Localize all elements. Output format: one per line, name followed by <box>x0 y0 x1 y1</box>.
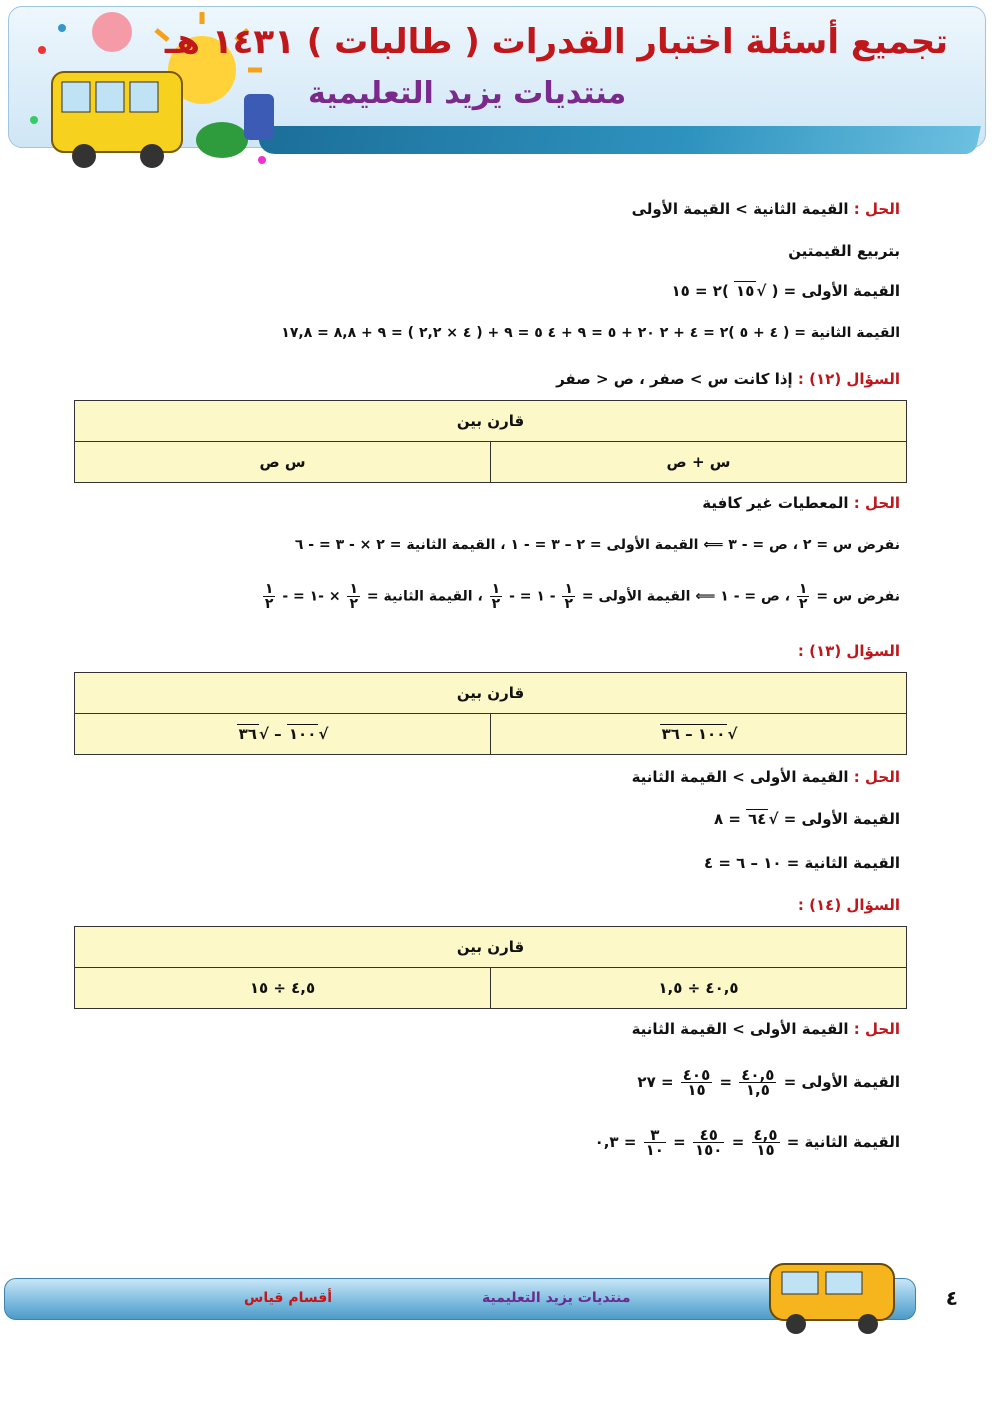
fraction <box>681 1068 712 1097</box>
fraction-half <box>797 582 810 611</box>
sqrt-radicand: ١٠٠ <box>288 725 317 743</box>
q11-solution-line <box>632 198 900 220</box>
sqrt-radicand: ١٥ <box>736 282 755 300</box>
numerator: ١ <box>264 581 274 597</box>
equals-sign: = <box>673 1133 686 1151</box>
sqrt-symbol: √ <box>318 725 329 743</box>
denominator: ١,٥ <box>745 1081 770 1099</box>
case-two-part: ، القيمة الثانية = <box>366 588 483 605</box>
table-header: قارن بين <box>75 401 907 442</box>
sqrt-symbol: √ <box>756 282 767 300</box>
q13-value-one <box>714 808 900 830</box>
fraction-half <box>347 582 360 611</box>
q13-compare-table <box>74 672 907 755</box>
second-quantity-cell: ٤,٥ ÷ ١٥ <box>75 968 491 1009</box>
sqrt-radicand: ١٠٠ – ٣٦ <box>661 725 726 743</box>
first-quantity-cell: س + ص <box>491 442 907 483</box>
denominator: ١٥ <box>687 1081 706 1099</box>
table-header: قارن بين <box>75 927 907 968</box>
question-label: السؤال (١٤) : <box>797 896 900 914</box>
header-subtitle: منتديات يزيد التعليمية <box>308 76 627 111</box>
fraction-half <box>562 582 575 611</box>
solution-label: الحل : <box>853 494 900 512</box>
value-two-prefix: القيمة الثانية = <box>786 1133 900 1151</box>
q12-case-two <box>261 582 900 611</box>
sqrt-symbol: √ <box>768 810 779 828</box>
header-stripe <box>255 126 981 154</box>
question-label: السؤال (١٢) : <box>797 370 900 388</box>
sqrt-symbol: √ <box>727 725 738 743</box>
numerator: ١ <box>564 581 574 597</box>
q12-question <box>556 368 900 390</box>
value-one-prefix: القيمة الأولى = ( <box>771 282 900 300</box>
value-one-suffix: = ٢٧ <box>637 1073 674 1091</box>
value-one-suffix: )٢ = ١٥ <box>671 282 729 300</box>
q12-compare-table <box>74 400 907 483</box>
denominator: ٢ <box>798 596 808 612</box>
equals-sign: = <box>731 1133 745 1151</box>
q13-solution-line <box>632 766 900 788</box>
numerator: ١ <box>349 581 359 597</box>
solution-label: الحل : <box>853 1020 900 1038</box>
numerator: ٤٥ <box>693 1128 724 1143</box>
numerator: ٤,٥ <box>753 1126 778 1144</box>
value-one-suffix: = ٨ <box>713 810 741 828</box>
footer-forum: منتديات يزيد التعليمية <box>482 1290 631 1306</box>
sqrt-symbol: √ <box>258 725 269 743</box>
denominator: ٢ <box>491 596 501 612</box>
table-header: قارن بين <box>75 673 907 714</box>
case-two-part: × -١ = - <box>282 588 341 605</box>
page-number: ٤ <box>945 1286 958 1310</box>
question-label: السؤال (١٣) : <box>797 642 900 660</box>
equals-sign: = <box>719 1073 733 1091</box>
denominator: ٢ <box>564 596 574 612</box>
solution-answer: القيمة الأولى > القيمة الثانية <box>631 1020 849 1038</box>
q14-value-one <box>637 1068 900 1097</box>
numerator: ٣ <box>644 1128 666 1143</box>
fraction-half <box>490 582 503 611</box>
value-one-prefix: القيمة الأولى = <box>783 1073 900 1091</box>
solution-answer: المعطيات غير كافية <box>702 494 849 512</box>
sqrt-radicand: ٦٤ <box>748 810 767 828</box>
page-header <box>8 6 984 174</box>
q14-solution-line <box>632 1018 900 1040</box>
q13-question <box>798 640 900 662</box>
footer-section: أقسام قياس <box>244 1290 333 1306</box>
case-two-part: ، ص = - ١ ⟸ القيمة الأولى = <box>581 588 791 605</box>
denominator: ١٥٠ <box>694 1141 723 1159</box>
bus-icon <box>756 1246 916 1336</box>
numerator: ٤٠,٥ <box>741 1066 775 1084</box>
minus-sign: – <box>274 725 282 743</box>
numerator: ١ <box>491 581 501 597</box>
first-quantity-cell: ٤٠,٥ ÷ ١,٥ <box>491 968 907 1009</box>
header-title: تجميع أسئلة اختبار القدرات ( طالبات ) ١٤٣١ هـ <box>164 22 948 62</box>
numerator: ١ <box>798 581 808 597</box>
fraction <box>739 1068 776 1097</box>
denominator: ٢ <box>264 596 274 612</box>
solution-label: الحل : <box>853 200 900 218</box>
solution-label: الحل : <box>853 768 900 786</box>
first-quantity-cell <box>491 714 907 755</box>
value-one-prefix: القيمة الأولى = <box>783 810 900 828</box>
q12-case-one: نفرض س = ٢ ، ص = - ٣ ⟸ القيمة الأولى = ٢ – ٣ = - ١ ، القيمة الثانية = ٢ × - ٣ = - ٦ <box>294 537 900 553</box>
fraction <box>693 1128 724 1157</box>
denominator: ١٠ <box>645 1141 664 1159</box>
sqrt-radicand: ٣٦ <box>238 725 257 743</box>
denominator: ٢ <box>349 596 359 612</box>
denominator: ١٥ <box>756 1141 775 1159</box>
q11-value-two: القيمة الثانية = ( ٤ + ٥ )٢ = ٤ + ٢ ٢٠ + ٥ = ٩ + ٤ ٥ = ٩ + ( ٤ × ٢,٢ ) = ٩ + ٨,٨ = ١٧,٨ <box>281 325 900 341</box>
question-text: إذا كانت س > صفر ، ص < صفر <box>556 370 793 388</box>
fraction-half <box>263 582 276 611</box>
case-two-part: - ١ = - <box>509 588 556 605</box>
page-footer <box>4 1276 988 1326</box>
second-quantity-cell: س ص <box>75 442 491 483</box>
q12-solution-line <box>702 492 900 514</box>
q13-value-two: القيمة الثانية = ١٠ – ٦ = ٤ <box>703 854 900 872</box>
value-two-suffix: = ٠,٣ <box>594 1133 637 1151</box>
second-quantity-cell <box>75 714 491 755</box>
q14-compare-table <box>74 926 907 1009</box>
fraction <box>752 1128 780 1157</box>
squaring-note: بتربيع القيمتين <box>788 242 900 260</box>
q14-value-two <box>595 1128 900 1157</box>
solution-answer: القيمة الثانية > القيمة الأولى <box>631 200 849 218</box>
solution-answer: القيمة الأولى > القيمة الثانية <box>631 768 849 786</box>
q11-value-one <box>671 280 900 302</box>
numerator: ٤٠٥ <box>682 1066 711 1084</box>
q14-question <box>798 894 900 916</box>
case-two-part: نفرض س = <box>816 588 900 605</box>
fraction <box>644 1128 666 1157</box>
